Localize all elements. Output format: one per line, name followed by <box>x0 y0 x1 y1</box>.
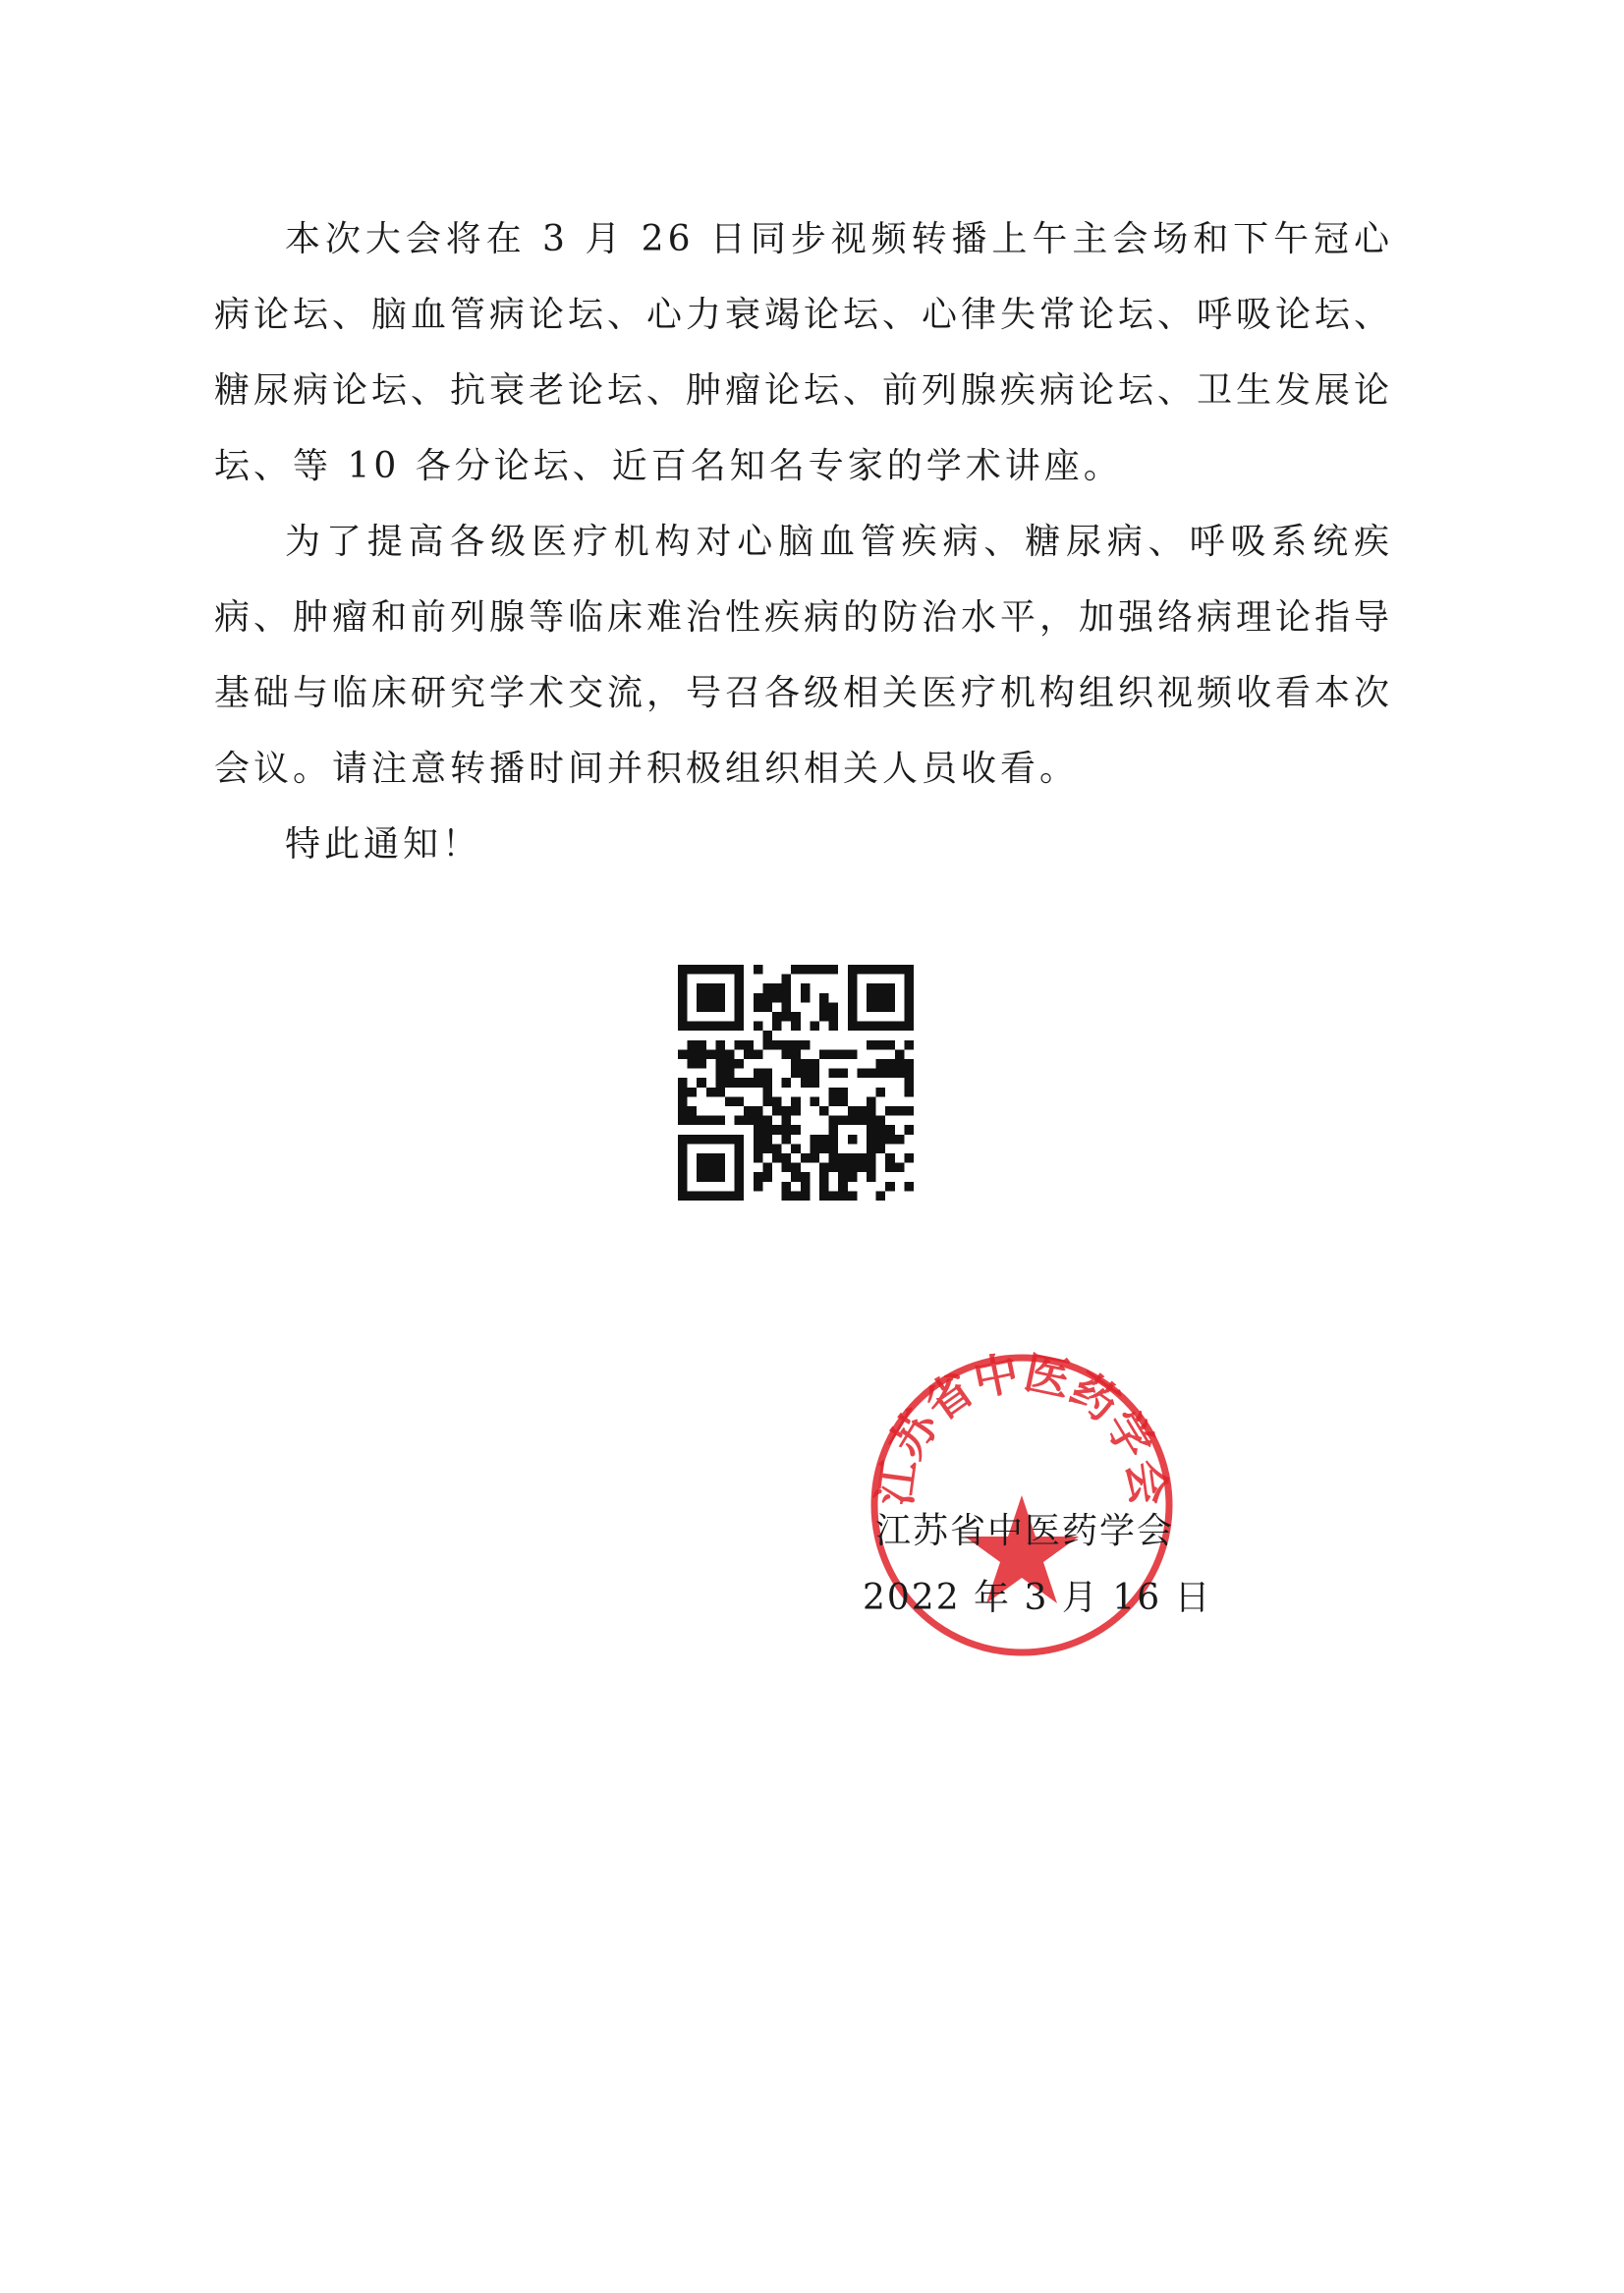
paragraph-broadcast-schedule: 本次大会将在 3 月 26 日同步视频转播上午主会场和下午冠心病论坛、脑血管病论坛、心力衰竭论坛、心律失常论坛、呼吸论坛、糖尿病论坛、抗衰老论坛、肿瘤论坛、前列腺疾病论坛、卫生发展论坛、等 10 各分论坛、近百名知名专家的学术讲座。 <box>214 219 1394 486</box>
signature-date: 2022 年 3 月 16 日 <box>863 1578 1212 1618</box>
seal-text: 江苏省中医药学会 <box>868 1348 1176 1509</box>
notice-body <box>214 201 1393 882</box>
qr-code-icon[interactable] <box>678 965 914 1201</box>
paragraph-purpose: 为了提高各级医疗机构对心脑血管疾病、糖尿病、呼吸系统疾病、肿瘤和前列腺等临床难治性疾病的防治水平，加强络病理论指导基础与临床研究学术交流，号召各级相关医疗机构组织视频收看本次会议。请注意转播时间并积极组织相关人员收看。 <box>214 522 1394 789</box>
closing-line: 特此通知！ <box>285 824 482 865</box>
signature-organization: 江苏省中医药学会 <box>874 1511 1174 1551</box>
signature-block <box>863 1498 1212 1632</box>
